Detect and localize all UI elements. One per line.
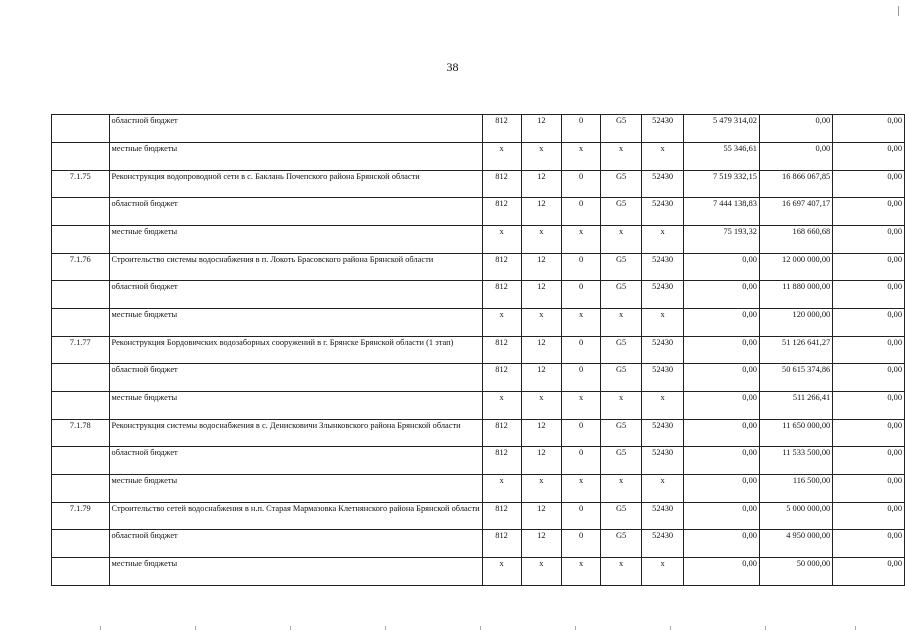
row-year3-amount: 0,00 (833, 503, 905, 530)
row-pr-cell: 0 (562, 364, 601, 392)
row-csr2-cell: х (642, 392, 684, 420)
row-year3-amount: 0,00 (833, 226, 905, 254)
row-gr-cell: 812 (482, 420, 521, 447)
row-gr-cell: 812 (482, 254, 521, 281)
row-year1-amount: 75 193,32 (684, 226, 760, 254)
row-code-cell: 7.1.77 (52, 337, 110, 364)
table-row-budget-source (52, 392, 905, 420)
row-csr2-cell: 52430 (642, 364, 684, 392)
row-year3-amount: 0,00 (833, 558, 905, 586)
row-csr1-cell: G5 (601, 337, 642, 364)
row-year2-amount: 50 000,00 (759, 558, 832, 586)
row-code-cell (52, 558, 110, 586)
row-year3-amount: 0,00 (833, 281, 905, 309)
row-name-cell: Реконструкция системы водоснабжения в с. Денисковичи Злынковского района Брянской области (109, 420, 482, 447)
row-csr2-cell: 52430 (642, 337, 684, 364)
row-gr-cell: 812 (482, 198, 521, 226)
row-name-cell: местные бюджеты (109, 143, 482, 171)
row-name-cell: Реконструкция водопроводной сети в с. Баклань Почепского района Брянской области (109, 171, 482, 198)
row-year2-amount: 16 866 067,85 (759, 171, 832, 198)
row-pr-cell: х (562, 475, 601, 503)
row-name-cell: Строительство сетей водоснабжения в н.п. Старая Мармазовка Клетнянского района Брянской области (109, 503, 482, 530)
row-year2-amount: 51 126 641,27 (759, 337, 832, 364)
row-csr2-cell: х (642, 558, 684, 586)
row-rz-cell: 12 (521, 254, 562, 281)
row-year1-amount: 0,00 (684, 364, 760, 392)
row-year1-amount: 0,00 (684, 392, 760, 420)
table-row-project (52, 503, 905, 530)
table-row-budget-source (52, 475, 905, 503)
row-csr1-cell: х (601, 226, 642, 254)
row-year2-amount: 12 000 000,00 (759, 254, 832, 281)
table-row-budget-source (52, 281, 905, 309)
row-csr1-cell: G5 (601, 254, 642, 281)
row-gr-cell: х (482, 143, 521, 171)
scan-bottom-marks (100, 626, 860, 632)
row-year3-amount: 0,00 (833, 337, 905, 364)
table-row-project (52, 254, 905, 281)
row-csr1-cell: G5 (601, 281, 642, 309)
table-row-budget-source (52, 226, 905, 254)
row-name-cell: областной бюджет (109, 198, 482, 226)
row-csr1-cell: х (601, 309, 642, 337)
row-csr1-cell: х (601, 558, 642, 586)
row-pr-cell: 0 (562, 281, 601, 309)
row-year3-amount: 0,00 (833, 364, 905, 392)
row-csr2-cell: 52430 (642, 503, 684, 530)
row-rz-cell: х (521, 392, 562, 420)
row-year3-amount: 0,00 (833, 309, 905, 337)
row-year1-amount: 0,00 (684, 503, 760, 530)
row-csr1-cell: G5 (601, 503, 642, 530)
row-rz-cell: 12 (521, 115, 562, 143)
row-year3-amount: 0,00 (833, 420, 905, 447)
row-gr-cell: 812 (482, 337, 521, 364)
row-csr2-cell: х (642, 475, 684, 503)
row-year2-amount: 5 000 000,00 (759, 503, 832, 530)
row-csr2-cell: 52430 (642, 198, 684, 226)
row-year1-amount: 0,00 (684, 337, 760, 364)
table-row-budget-source (52, 143, 905, 171)
row-csr1-cell: G5 (601, 530, 642, 558)
row-rz-cell: х (521, 475, 562, 503)
row-year1-amount: 0,00 (684, 281, 760, 309)
row-gr-cell: х (482, 558, 521, 586)
row-pr-cell: 0 (562, 198, 601, 226)
row-name-cell: Реконструкция Бордовичских водозаборных сооружений в г. Брянске Брянской области (1 этап) (109, 337, 482, 364)
row-csr1-cell: х (601, 392, 642, 420)
row-year1-amount: 5 479 314,02 (684, 115, 760, 143)
row-gr-cell: 812 (482, 530, 521, 558)
table-body (52, 115, 905, 586)
row-year3-amount: 0,00 (833, 198, 905, 226)
row-code-cell (52, 226, 110, 254)
row-year2-amount: 116 500,00 (759, 475, 832, 503)
table-row-budget-source (52, 198, 905, 226)
table-row-budget-source (52, 309, 905, 337)
row-code-cell (52, 447, 110, 475)
row-year2-amount: 16 697 407,17 (759, 198, 832, 226)
row-code-cell (52, 115, 110, 143)
scan-edge-mark (898, 6, 899, 16)
row-year1-amount: 7 519 332,15 (684, 171, 760, 198)
row-pr-cell: х (562, 309, 601, 337)
row-name-cell: областной бюджет (109, 530, 482, 558)
row-pr-cell: х (562, 392, 601, 420)
row-gr-cell: 812 (482, 364, 521, 392)
row-year1-amount: 7 444 138,83 (684, 198, 760, 226)
row-csr1-cell: G5 (601, 171, 642, 198)
row-code-cell: 7.1.79 (52, 503, 110, 530)
row-rz-cell: 12 (521, 530, 562, 558)
row-csr1-cell: х (601, 475, 642, 503)
page-number: 38 (446, 60, 459, 74)
row-name-cell: местные бюджеты (109, 309, 482, 337)
row-code-cell (52, 392, 110, 420)
row-year1-amount: 0,00 (684, 254, 760, 281)
row-name-cell: областной бюджет (109, 281, 482, 309)
row-pr-cell: х (562, 143, 601, 171)
row-csr2-cell: 52430 (642, 171, 684, 198)
row-year2-amount: 11 533 500,00 (759, 447, 832, 475)
row-csr1-cell: х (601, 143, 642, 171)
row-year3-amount: 0,00 (833, 447, 905, 475)
row-csr2-cell: х (642, 309, 684, 337)
row-csr1-cell: G5 (601, 115, 642, 143)
row-year2-amount: 11 880 000,00 (759, 281, 832, 309)
row-code-cell (52, 530, 110, 558)
row-rz-cell: 12 (521, 171, 562, 198)
row-year3-amount: 0,00 (833, 171, 905, 198)
row-gr-cell: 812 (482, 171, 521, 198)
row-csr2-cell: 52430 (642, 254, 684, 281)
row-year2-amount: 11 650 000,00 (759, 420, 832, 447)
row-year3-amount: 0,00 (833, 475, 905, 503)
row-year2-amount: 0,00 (759, 143, 832, 171)
table-row-project (52, 171, 905, 198)
row-csr2-cell: 52430 (642, 530, 684, 558)
row-year3-amount: 0,00 (833, 143, 905, 171)
row-year2-amount: 168 660,68 (759, 226, 832, 254)
row-name-cell: областной бюджет (109, 447, 482, 475)
row-year3-amount: 0,00 (833, 530, 905, 558)
row-year1-amount: 0,00 (684, 558, 760, 586)
row-year1-amount: 0,00 (684, 475, 760, 503)
row-year3-amount: 0,00 (833, 115, 905, 143)
row-code-cell: 7.1.76 (52, 254, 110, 281)
row-code-cell (52, 198, 110, 226)
row-pr-cell: 0 (562, 171, 601, 198)
row-name-cell: местные бюджеты (109, 558, 482, 586)
row-rz-cell: 12 (521, 281, 562, 309)
row-gr-cell: х (482, 226, 521, 254)
table-row-project (52, 337, 905, 364)
row-gr-cell: 812 (482, 503, 521, 530)
row-pr-cell: 0 (562, 530, 601, 558)
row-pr-cell: 0 (562, 447, 601, 475)
row-pr-cell: 0 (562, 115, 601, 143)
row-csr2-cell: х (642, 226, 684, 254)
row-pr-cell: 0 (562, 254, 601, 281)
row-csr1-cell: G5 (601, 198, 642, 226)
row-year2-amount: 511 266,41 (759, 392, 832, 420)
row-rz-cell: 12 (521, 364, 562, 392)
table-row-budget-source (52, 530, 905, 558)
row-code-cell (52, 364, 110, 392)
row-rz-cell: х (521, 309, 562, 337)
table-row-budget-source (52, 558, 905, 586)
row-name-cell: областной бюджет (109, 364, 482, 392)
row-year1-amount: 0,00 (684, 530, 760, 558)
row-csr1-cell: G5 (601, 447, 642, 475)
budget-table (51, 114, 905, 586)
row-code-cell: 7.1.78 (52, 420, 110, 447)
row-code-cell (52, 309, 110, 337)
row-name-cell: областной бюджет (109, 115, 482, 143)
row-csr2-cell: 52430 (642, 420, 684, 447)
row-code-cell: 7.1.75 (52, 171, 110, 198)
row-year2-amount: 0,00 (759, 115, 832, 143)
row-year1-amount: 0,00 (684, 420, 760, 447)
row-year2-amount: 4 950 000,00 (759, 530, 832, 558)
row-rz-cell: 12 (521, 420, 562, 447)
row-rz-cell: х (521, 226, 562, 254)
row-gr-cell: х (482, 309, 521, 337)
row-pr-cell: 0 (562, 420, 601, 447)
row-rz-cell: х (521, 558, 562, 586)
table-row-budget-source (52, 447, 905, 475)
table-row-budget-source (52, 364, 905, 392)
row-code-cell (52, 143, 110, 171)
row-year1-amount: 0,00 (684, 447, 760, 475)
table-row-budget-source (52, 115, 905, 143)
row-rz-cell: 12 (521, 198, 562, 226)
row-rz-cell: х (521, 143, 562, 171)
row-year2-amount: 120 000,00 (759, 309, 832, 337)
row-name-cell: местные бюджеты (109, 475, 482, 503)
row-year1-amount: 55 346,61 (684, 143, 760, 171)
row-gr-cell: 812 (482, 115, 521, 143)
row-pr-cell: 0 (562, 503, 601, 530)
table-row-project (52, 420, 905, 447)
row-pr-cell: х (562, 226, 601, 254)
row-csr1-cell: G5 (601, 364, 642, 392)
row-pr-cell: 0 (562, 337, 601, 364)
row-rz-cell: 12 (521, 337, 562, 364)
row-code-cell (52, 281, 110, 309)
row-year3-amount: 0,00 (833, 392, 905, 420)
row-year2-amount: 50 615 374,86 (759, 364, 832, 392)
row-csr2-cell: 52430 (642, 281, 684, 309)
row-csr1-cell: G5 (601, 420, 642, 447)
row-gr-cell: х (482, 475, 521, 503)
row-year3-amount: 0,00 (833, 254, 905, 281)
row-code-cell (52, 475, 110, 503)
row-name-cell: местные бюджеты (109, 392, 482, 420)
row-gr-cell: 812 (482, 281, 521, 309)
row-gr-cell: 812 (482, 447, 521, 475)
row-rz-cell: 12 (521, 503, 562, 530)
row-csr2-cell: 52430 (642, 447, 684, 475)
row-gr-cell: х (482, 392, 521, 420)
row-pr-cell: х (562, 558, 601, 586)
row-csr2-cell: 52430 (642, 115, 684, 143)
row-rz-cell: 12 (521, 447, 562, 475)
row-name-cell: Строительство системы водоснабжения в п. Локоть Брасовского района Брянской области (109, 254, 482, 281)
row-name-cell: местные бюджеты (109, 226, 482, 254)
row-csr2-cell: х (642, 143, 684, 171)
row-year1-amount: 0,00 (684, 309, 760, 337)
